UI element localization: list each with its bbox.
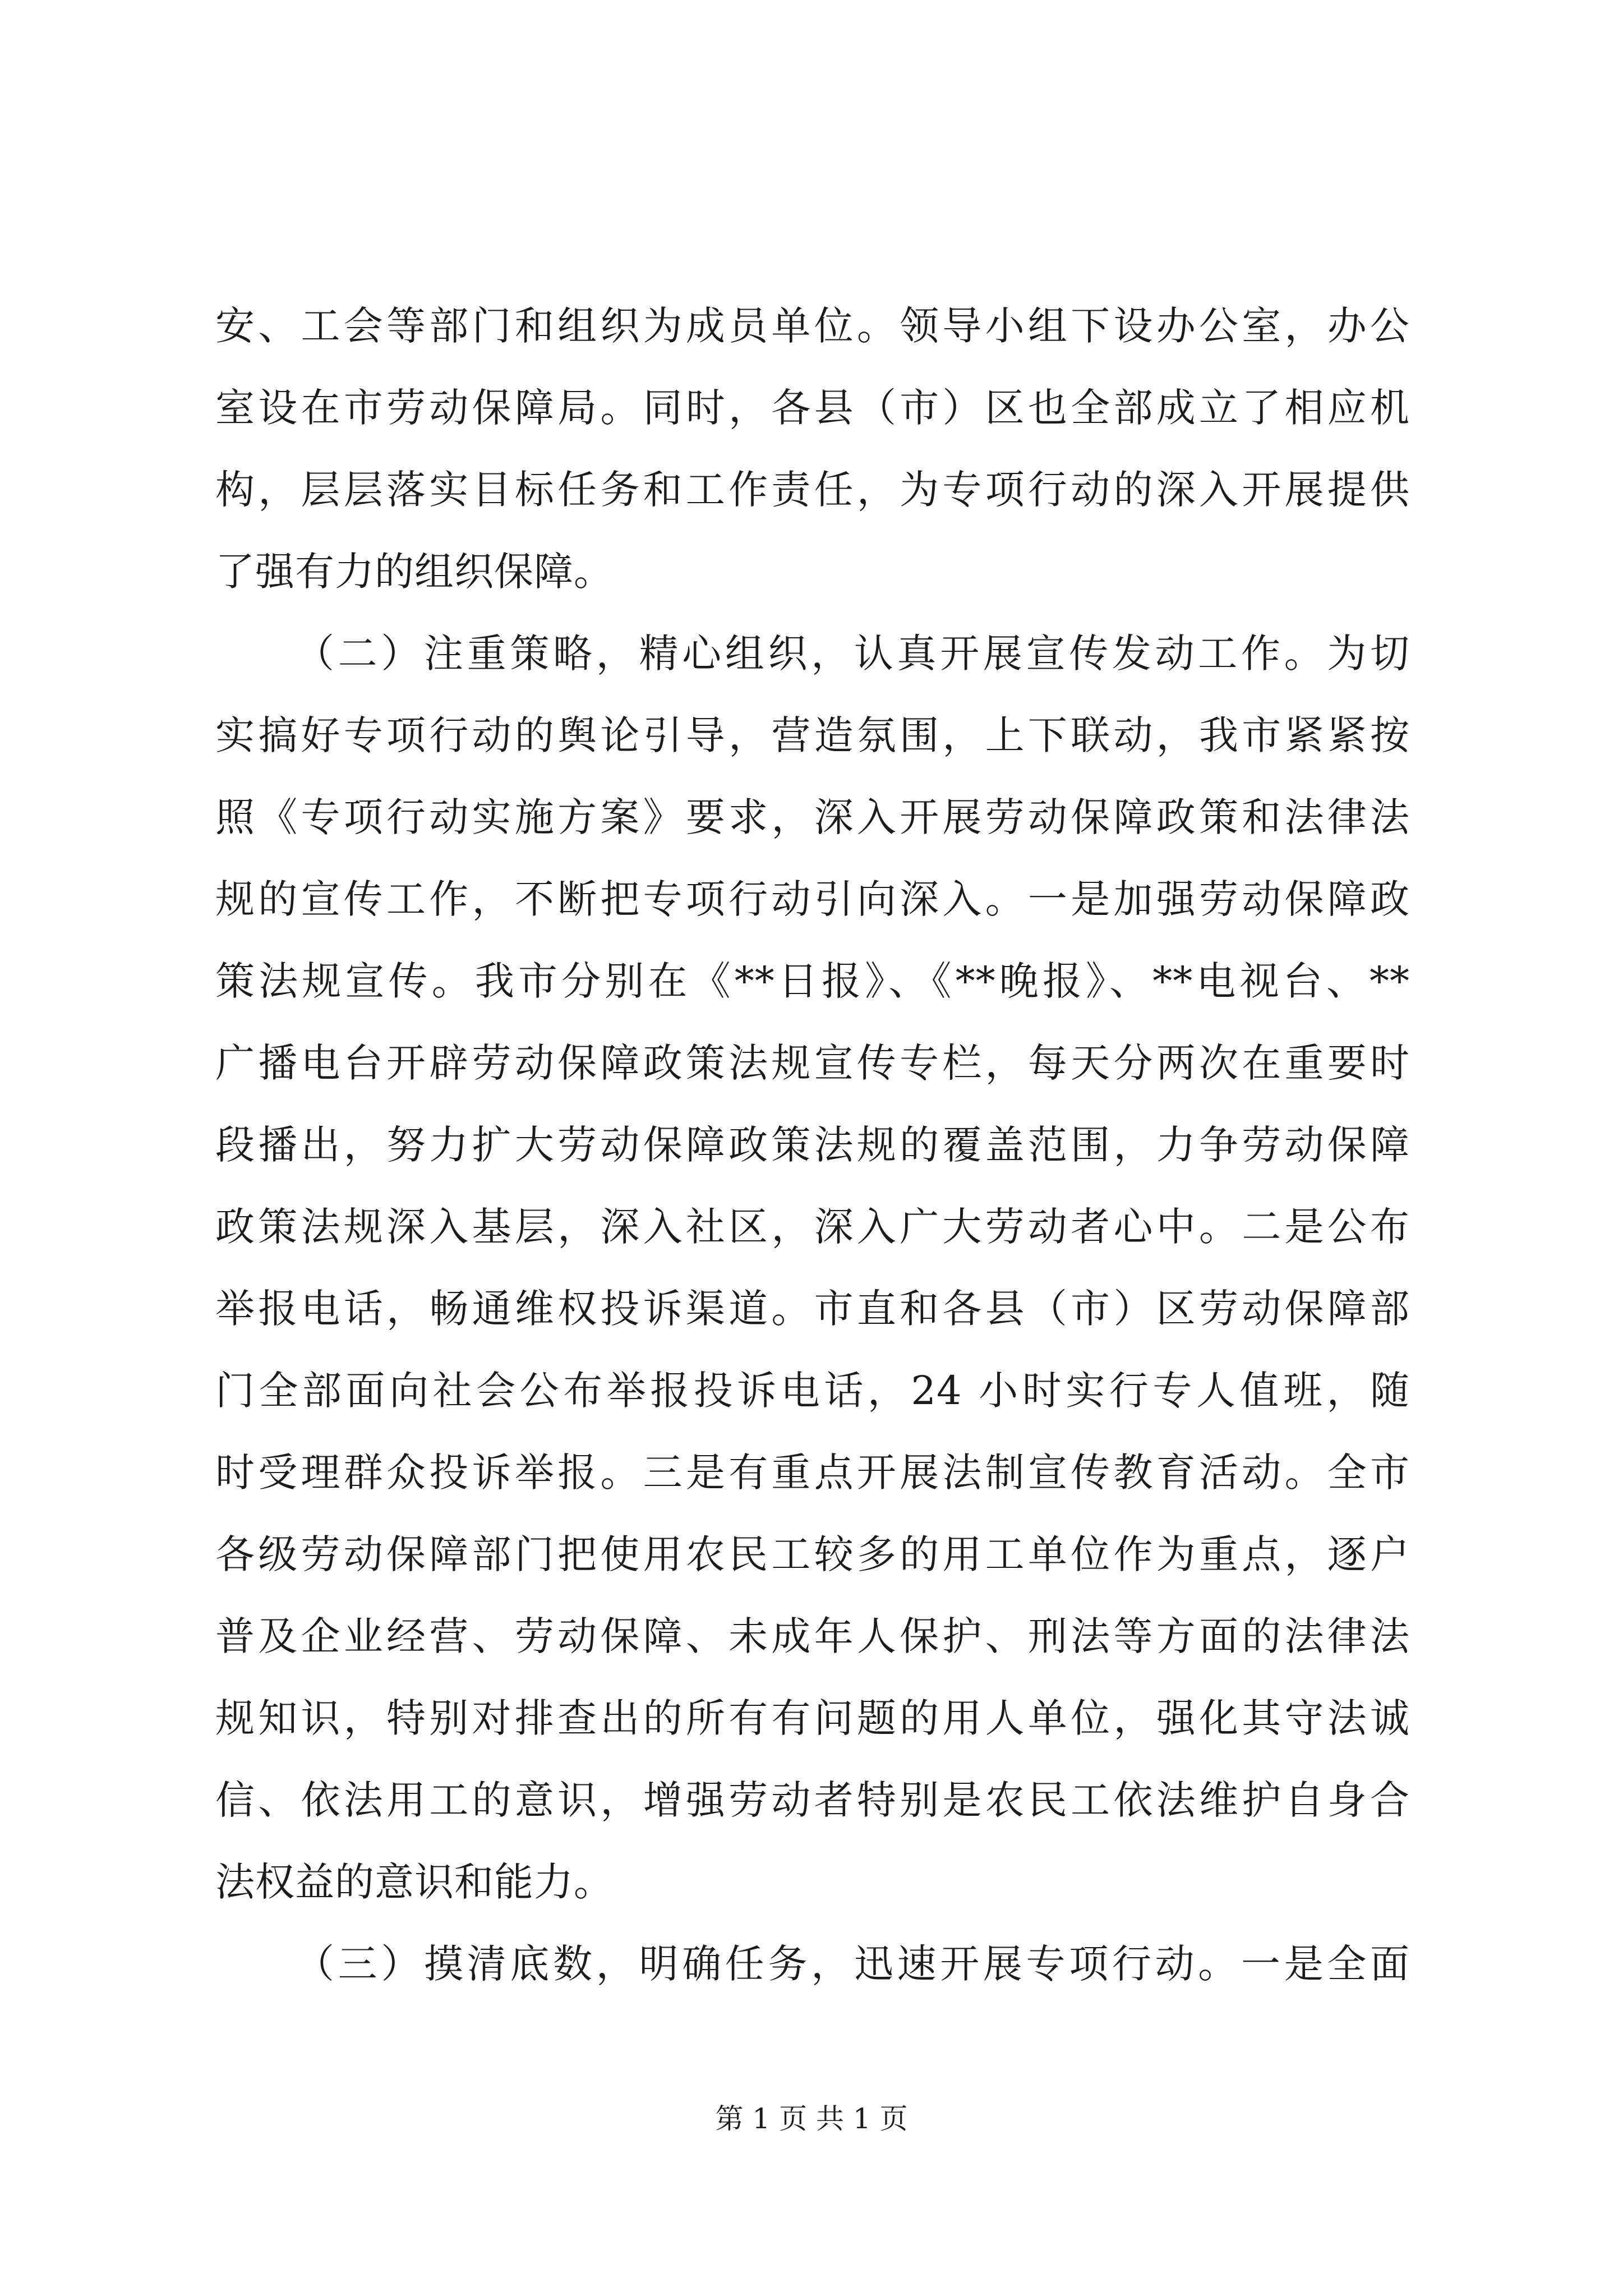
text-line: 举报电话，畅通维权投诉渠道。市直和各县（市）区劳动保障部 xyxy=(215,1286,1410,1332)
document-body xyxy=(215,285,1410,2005)
text-line: 广播电台开辟劳动保障政策法规宣传专栏，每天分两次在重要时 xyxy=(215,1040,1410,1086)
text-line: 信、依法用工的意识，增强劳动者特别是农民工依法维护自身合 xyxy=(215,1777,1410,1823)
text-line: 时受理群众投诉举报。三是有重点开展法制宣传教育活动。全市 xyxy=(215,1450,1410,1496)
text-line: 安、工会等部门和组织为成员单位。领导小组下设办公室，办公 xyxy=(215,303,1410,349)
paragraph-start-line: （二）注重策略，精心组织，认真开展宣传发动工作。为切 xyxy=(295,631,1410,677)
text-line: 构，层层落实目标任务和工作责任，为专项行动的深入开展提供 xyxy=(215,467,1410,513)
paragraph-start-line: （三）摸清底数，明确任务，迅速开展专项行动。一是全面 xyxy=(295,1941,1410,1987)
text-line: 策法规宣传。我市分别在《**日报》、《**晚报》、**电视台、** xyxy=(215,958,1410,1004)
page-number-label: 第 1 页 共 1 页 xyxy=(715,2102,908,2135)
text-line: 各级劳动保障部门把使用农民工较多的用工单位作为重点，逐户 xyxy=(215,1531,1410,1577)
text-line: 室设在市劳动保障局。同时，各县（市）区也全部成立了相应机 xyxy=(215,385,1410,431)
text-line: 门全部面向社会公布举报投诉电话，24 小时实行专人值班，随 xyxy=(215,1368,1410,1414)
text-line: 了强有力的组织保障。 xyxy=(215,549,614,595)
text-line: 实搞好专项行动的舆论引导，营造氛围，上下联动，我市紧紧按 xyxy=(215,712,1410,758)
text-line: 普及企业经营、劳动保障、未成年人保护、刑法等方面的法律法 xyxy=(215,1613,1410,1659)
page-footer xyxy=(0,2099,1623,2138)
text-line: 法权益的意识和能力。 xyxy=(215,1859,614,1905)
text-line: 照《专项行动实施方案》要求，深入开展劳动保障政策和法律法 xyxy=(215,794,1410,840)
text-line: 段播出，努力扩大劳动保障政策法规的覆盖范围，力争劳动保障 xyxy=(215,1122,1410,1168)
text-line: 政策法规深入基层，深入社区，深入广大劳动者心中。二是公布 xyxy=(215,1204,1410,1250)
text-line: 规的宣传工作，不断把专项行动引向深入。一是加强劳动保障政 xyxy=(215,876,1410,922)
text-line: 规知识，特别对排查出的所有有问题的用人单位，强化其守法诚 xyxy=(215,1695,1410,1741)
